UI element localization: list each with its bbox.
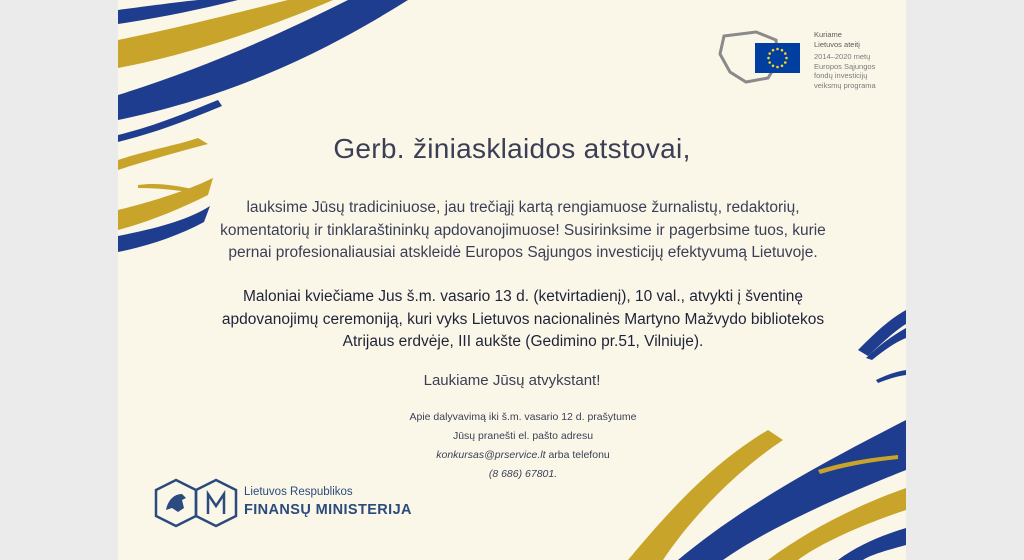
eu-logo-line: veiksmų programa [814,80,876,90]
intro-paragraph [198,197,848,265]
event-details-paragraph [198,286,848,354]
phone-number[interactable]: (8 686) 67801. [488,468,558,480]
eu-logo-line: Kuriame [814,30,842,39]
eu-logo-text [814,30,894,90]
rsvp-line: Jūsų pranešti el. pašto adresu [452,430,594,442]
eu-logo-line: 2014–2020 metų [814,52,871,61]
event-line: Atrijaus erdvėje, III aukšte (Gedimino pr.51, Vilniuje). [342,333,704,350]
event-line: Maloniai kviečiame Jus š.m. vasario 13 d. (ketvirtadienį), 10 val., atvykti į šventinę [243,288,803,305]
eu-logo-line: fondų investicijų [814,71,868,80]
email-link[interactable]: konkursas@prservice.lt [436,449,546,461]
ministry-logo [152,478,412,530]
rsvp-line: Apie dalyvavimą iki š.m. vasario 12 d. prašytume [409,411,637,423]
event-line: apdovanojimų ceremoniją, kuri vyks Lietuvos nacionalinės Martyno Mažvydo bibliotekos [221,310,825,328]
brush-stroke-navy [838,528,906,560]
eu-flag-icon [755,43,800,73]
brush-stroke-gold [138,184,198,193]
ministry-line2: FINANSŲ MINISTERIJA [244,502,412,518]
intro-line: lauksime Jūsų tradiciniuose, jau trečiąjį kartą rengiamuose žurnalistų, redaktorių, [246,199,800,216]
eu-funds-logo [716,28,876,92]
invitation-card [118,0,906,560]
invitation-title: Gerb. žiniasklaidos atstovai, [333,133,691,164]
intro-line: komentatorių ir tinklaraštininkų apdovanojimuose! Susirinksime ir pagerbsime tuos, kurie [220,221,826,239]
ministry-emblem-icon [152,478,242,530]
rsvp-line [318,446,728,465]
eu-logo-line: Lietuvos ateitį [814,39,860,49]
closing-line: Laukiame Jūsų atvykstant! [423,372,601,389]
rsvp-block [318,408,728,484]
eu-logo-line: Europos Sąjungos [814,61,876,71]
intro-line: pernai profesionaliausiai atskleidė Europos Sąjungos investicijų efektyvumą Lietuvoje. [228,244,818,261]
ministry-line1: Lietuvos Respublikos [244,486,353,498]
rsvp-text: arba telefonu [545,449,610,461]
